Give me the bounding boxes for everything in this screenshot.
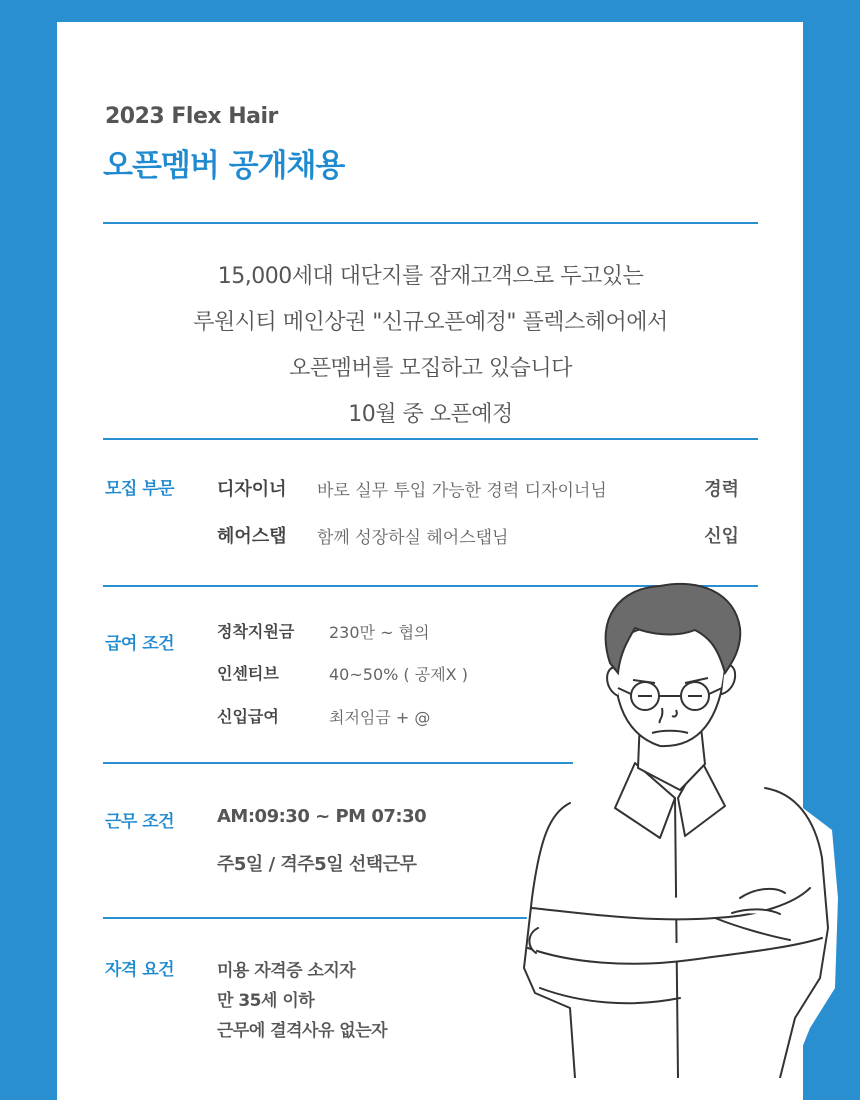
pay-value-incentive: 40~50% ( 공제X ) [329,665,468,684]
recruit-tag-staff: 신입 [704,526,739,547]
pay-value-settle: 230만 ~ 협의 [329,623,430,642]
intro-line: 15,000세대 대단지를 잠재고객으로 두고있는 [217,264,644,289]
recruit-tag-designer: 경력 [704,479,739,500]
qualify-section-label: 자격 요건 [105,960,175,980]
pay-name-newbie: 신입급여 [217,707,279,726]
pay-value-newbie: 최저임금 + @ [329,708,431,727]
recruit-role-staff: 헤어스탭 [217,526,287,547]
divider [103,917,543,919]
recruit-section-label: 모집 부문 [105,479,175,499]
recruit-desc-designer: 바로 실무 투입 가능한 경력 디자이너님 [317,481,607,501]
intro-text [103,254,758,438]
intro-line: 10월 중 오픈예정 [348,402,513,427]
poster-subtitle: 2023 Flex Hair [105,104,278,129]
poster-title: 오픈멤버 공개채용 [103,148,345,184]
divider [103,762,573,764]
work-section-label: 근무 조건 [105,812,175,832]
intro-line: 루원시티 메인상권 "신규오픈예정" 플렉스헤어에서 [193,310,668,335]
pay-name-settle: 정착지원금 [217,622,295,641]
qualify-item: 근무에 결격사유 없는자 [217,1021,388,1041]
divider [103,222,758,224]
work-days: 주5일 / 격주5일 선택근무 [217,854,417,875]
divider [103,438,758,440]
intro-line: 오픈멤버를 모집하고 있습니다 [289,356,572,381]
qualify-item: 미용 자격증 소지자 [217,961,356,981]
recruit-role-designer: 디자이너 [217,479,287,500]
qualify-item: 만 35세 이하 [217,991,315,1011]
man-illustration [510,568,840,1078]
work-hours: AM:09:30 ~ PM 07:30 [217,806,427,827]
recruit-desc-staff: 함께 성장하실 헤어스탭님 [317,528,509,548]
pay-name-incentive: 인센티브 [217,664,279,683]
pay-section-label: 급여 조건 [105,634,175,654]
